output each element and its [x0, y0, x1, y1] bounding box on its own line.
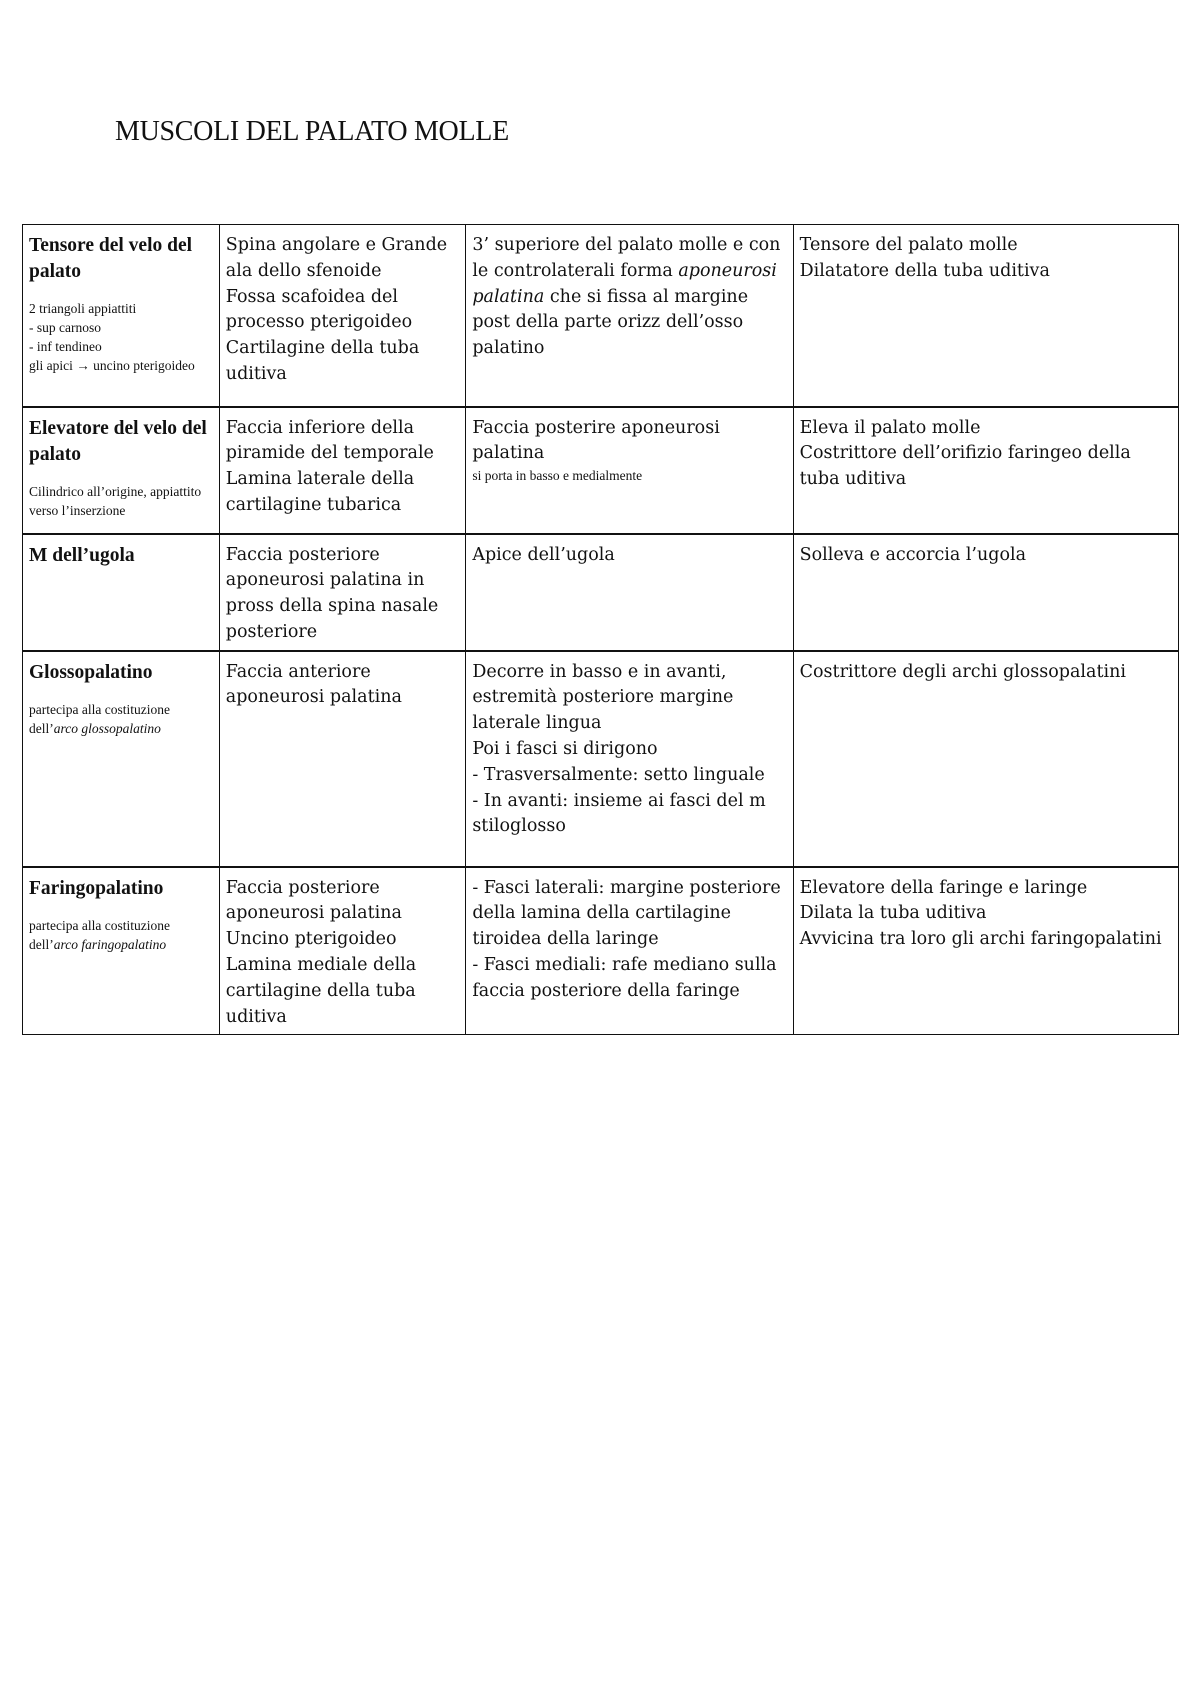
insertion-note: si porta in basso e medialmente [472, 468, 643, 484]
origin-line: Cartilagine della tuba uditiva [225, 338, 420, 384]
note-italic: arco glossopalatino [53, 720, 161, 736]
insertion-text: Apice dell’ugola [472, 544, 615, 565]
muscle-note [29, 916, 213, 954]
muscle-name: Tensore del velo del palato [29, 235, 193, 282]
insertion-line: - Fasci laterali: margine posteriore della lamina della cartilagine tiroidea della laringe [472, 877, 781, 950]
table-row [23, 407, 1179, 534]
muscle-cell [23, 651, 220, 867]
note-line: - inf tendineo [29, 339, 102, 354]
table-row [23, 225, 1179, 407]
muscle-name: M dell’ugola [29, 544, 135, 566]
insertion-cell [466, 867, 793, 1035]
action-cell [793, 867, 1178, 1035]
action-line: Tensore del palato molle [799, 235, 1018, 255]
action-line: Costrittore dell’orifizio faringeo della tuba uditiva [799, 443, 1131, 490]
origin-cell [219, 225, 466, 407]
origin-line: Uncino pterigoideo [225, 929, 397, 950]
table-row [23, 867, 1179, 1035]
origin-cell [219, 407, 466, 534]
action-cell [793, 225, 1178, 407]
insertion-cell [466, 407, 793, 534]
note-line: gli apici → uncino pterigoideo [29, 358, 195, 373]
action-cell [793, 407, 1178, 534]
note-line: Cilindrico all’origine, appiattito verso l’inserzione [29, 483, 202, 518]
action-cell [793, 534, 1178, 651]
note-italic: arco faringopalatino [53, 936, 167, 952]
table-row [23, 534, 1179, 651]
insertion-line: Decorre in basso e in avanti, estremità posteriore margine laterale lingua [472, 661, 734, 734]
insertion-cell [466, 651, 793, 867]
muscles-table [22, 224, 1179, 1035]
muscle-cell [23, 225, 220, 407]
note-line: - sup carnoso [29, 320, 101, 335]
origin-cell [219, 867, 466, 1035]
insertion-line: - Trasversalmente: setto linguale [472, 764, 765, 785]
origin-line: Lamina mediale della cartilagine della tuba uditiva [225, 955, 417, 1027]
origin-line: Faccia posteriore aponeurosi palatina in pross della spina nasale posteriore [225, 544, 439, 642]
muscle-note [29, 700, 213, 738]
insertion-cell [466, 225, 793, 407]
origin-line: Lamina laterale della cartilagine tubarica [225, 469, 415, 515]
action-line: Dilata la tuba uditiva [799, 903, 987, 924]
muscle-name: Glossopalatino [29, 661, 153, 683]
insertion-text: Faccia posterire aponeurosi palatina [472, 417, 720, 464]
page-title: MUSCOLI DEL PALATO MOLLE [115, 116, 509, 147]
insertion-text: 3’ superiore del palato molle e con le controlaterali forma [472, 235, 781, 281]
table-row [23, 651, 1179, 867]
action-cell [793, 651, 1178, 867]
insertion-line: - Fasci mediali: rafe mediano sulla faccia posteriore della faringe [472, 955, 777, 1001]
muscle-note [29, 299, 213, 375]
origin-line: Faccia inferiore della piramide del temporale [225, 417, 434, 464]
action-line: Costrittore degli archi glossopalatini [799, 661, 1126, 682]
insertion-line: - In avanti: insieme ai fasci del m stiloglosso [472, 790, 766, 837]
insertion-cell [466, 534, 793, 651]
insertion-text: che si fissa al margine post della parte orizz dell’osso palatino [472, 286, 749, 359]
insertion-italic: aponeurosi palatina [472, 260, 777, 307]
muscle-cell [23, 867, 220, 1035]
note-text: partecipa alla costituzione dell’ [29, 701, 170, 736]
muscle-note [29, 482, 213, 520]
action-line: Elevatore della faringe e laringe [799, 877, 1088, 898]
insertion-line: Poi i fasci si dirigono [472, 739, 658, 760]
action-line: Solleva e accorcia l’ugola [799, 544, 1027, 565]
muscle-name: Faringopalatino [29, 877, 164, 899]
origin-cell [219, 651, 466, 867]
action-line: Eleva il palato molle [799, 417, 981, 438]
note-line: 2 triangoli appiattiti [29, 301, 137, 316]
muscle-cell [23, 407, 220, 534]
action-line: Avvicina tra loro gli archi faringopalatini [799, 929, 1162, 950]
origin-cell [219, 534, 466, 651]
origin-line: Faccia posteriore aponeurosi palatina [225, 877, 402, 924]
note-text: partecipa alla costituzione dell’ [29, 917, 170, 952]
origin-line: Spina angolare e Grande ala dello sfenoide [225, 235, 448, 281]
muscle-name: Elevatore del velo del palato [29, 417, 207, 465]
action-line: Dilatatore della tuba uditiva [799, 260, 1050, 281]
origin-line: Faccia anteriore aponeurosi palatina [225, 661, 402, 708]
origin-line: Fossa scafoidea del processo pterigoideo [225, 286, 413, 333]
muscle-cell [23, 534, 220, 651]
